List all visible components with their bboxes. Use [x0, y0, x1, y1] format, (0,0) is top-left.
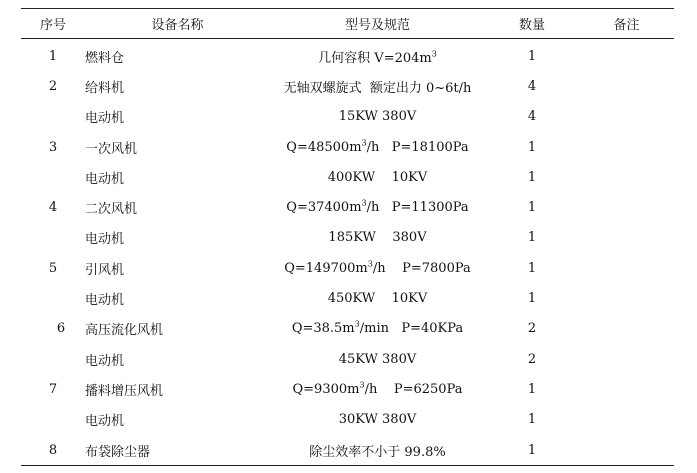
cell-no: 1 [48, 48, 58, 64]
cell-equipment-name: 电动机 [85, 111, 125, 127]
cell-equipment-name: 电动机 [85, 353, 125, 369]
table-row [21, 39, 674, 72]
cell-quantity: 1 [527, 48, 537, 64]
cell-no: 7 [48, 381, 58, 397]
cell-note [579, 102, 674, 132]
spec-text: 无轴双螺旋式 额定出力 0~6t/h [283, 80, 472, 96]
cell-equipment-name: 燃料仓 [85, 50, 125, 66]
cell-quantity: 1 [527, 230, 537, 246]
cell-quantity: 4 [527, 109, 537, 125]
cell-quantity: 1 [485, 435, 579, 466]
cell-quantity: 2 [527, 321, 537, 337]
cell-note [579, 132, 674, 162]
cell-note [579, 435, 674, 466]
spec-text: 几何容积 V=204m [318, 50, 432, 66]
cell-equipment-name: 播料增压风机 [85, 383, 164, 399]
header-row [21, 9, 674, 39]
header-qty: 数量 [485, 9, 579, 39]
cell-no: 3 [48, 139, 58, 155]
cell-no [21, 102, 85, 132]
equipment-table [21, 8, 674, 466]
cell-no [21, 283, 85, 313]
cell-no: 4 [48, 200, 58, 216]
cell-no: 5 [48, 260, 58, 276]
spec-text: 45KW 380V [338, 351, 417, 367]
table-row [21, 344, 674, 374]
spec-superscript: 3 [431, 49, 437, 59]
cell-no: 2 [48, 78, 58, 94]
cell-equipment-name: 电动机 [85, 232, 125, 248]
table-row [21, 102, 674, 132]
cell-equipment-name: 电动机 [85, 171, 125, 187]
spec-text: Q=48500m [286, 139, 362, 155]
cell-equipment-name: 电动机 [85, 414, 125, 430]
cell-note [579, 374, 674, 404]
cell-spec [270, 344, 485, 374]
cell-equipment-name: 给料机 [85, 80, 125, 96]
table-row [21, 405, 674, 435]
spec-text: 除尘效率不小于 99.8% [309, 444, 446, 460]
cell-spec [270, 314, 485, 344]
spec-text-suffix: /h P=18100Pa [366, 139, 469, 155]
cell-quantity: 4 [527, 78, 537, 94]
table-row [21, 132, 674, 162]
spec-superscript: 3 [361, 138, 367, 148]
cell-equipment-name: 一次风机 [85, 141, 138, 157]
cell-spec [270, 71, 485, 101]
header-spec: 型号及规范 [270, 9, 485, 39]
header-no: 序号 [21, 9, 85, 39]
cell-no: 8 [21, 435, 85, 466]
spec-text-suffix: /min P=40KPa [359, 321, 464, 337]
table-body [21, 39, 674, 466]
table-row [21, 223, 674, 253]
table-row [21, 253, 674, 283]
spec-text: Q=149700m [284, 260, 368, 276]
cell-quantity: 1 [527, 412, 537, 428]
table-header [21, 9, 674, 39]
spec-text-suffix: /h P=6250Pa [364, 381, 463, 397]
cell-note [579, 39, 674, 72]
cell-spec [270, 39, 485, 72]
spec-superscript: 3 [361, 198, 367, 208]
cell-no [21, 344, 85, 374]
spec-text: Q=38.5m [291, 321, 355, 337]
cell-equipment-name: 电动机 [85, 293, 125, 309]
cell-note [579, 253, 674, 283]
cell-quantity: 1 [527, 291, 537, 307]
spec-superscript: 3 [367, 259, 373, 269]
cell-spec [270, 253, 485, 283]
cell-equipment-name: 引风机 [85, 262, 125, 278]
cell-spec [270, 162, 485, 192]
cell-spec [270, 102, 485, 132]
table-row [21, 71, 674, 101]
cell-spec [270, 223, 485, 253]
spec-text: 185KW 380V [328, 230, 427, 246]
header-note: 备注 [579, 9, 674, 39]
cell-equipment-name: 布袋除尘器 [85, 435, 270, 466]
cell-note [579, 344, 674, 374]
header-name: 设备名称 [85, 9, 270, 39]
spec-text: Q=37400m [286, 200, 362, 216]
cell-note [579, 314, 674, 344]
cell-quantity: 1 [527, 260, 537, 276]
cell-spec [270, 435, 485, 466]
table-row [21, 314, 674, 344]
cell-spec [270, 405, 485, 435]
table-row [21, 435, 674, 466]
cell-quantity: 1 [527, 169, 537, 185]
spec-superscript: 3 [359, 380, 365, 390]
cell-quantity: 1 [527, 139, 537, 155]
spec-text: 15KW 380V [338, 109, 417, 125]
cell-spec [270, 132, 485, 162]
cell-spec [270, 283, 485, 313]
cell-note [579, 162, 674, 192]
spec-text-suffix: /h P=11300Pa [366, 200, 469, 216]
cell-quantity: 1 [527, 381, 537, 397]
spec-text-suffix: /h P=7800Pa [372, 260, 471, 276]
spec-text: 450KW 10KV [327, 291, 428, 307]
spec-text: Q=9300m [292, 381, 360, 397]
cell-note [579, 71, 674, 101]
cell-no [21, 405, 85, 435]
cell-note [579, 192, 674, 222]
spec-text: 400KW 10KV [327, 169, 428, 185]
cell-equipment-name: 高压流化风机 [85, 323, 164, 339]
table-row [21, 162, 674, 192]
cell-no [21, 223, 85, 253]
table-row [21, 374, 674, 404]
cell-spec [270, 192, 485, 222]
cell-quantity: 2 [527, 351, 537, 367]
cell-note [579, 405, 674, 435]
cell-no [21, 162, 85, 192]
cell-equipment-name: 二次风机 [85, 202, 138, 218]
spec-text: 30KW 380V [338, 412, 417, 428]
table-row [21, 192, 674, 222]
table-row [21, 283, 674, 313]
cell-quantity: 1 [527, 200, 537, 216]
cell-spec [270, 374, 485, 404]
spec-superscript: 3 [354, 319, 360, 329]
cell-no: 6 [56, 321, 66, 337]
cell-note [579, 223, 674, 253]
cell-note [579, 283, 674, 313]
